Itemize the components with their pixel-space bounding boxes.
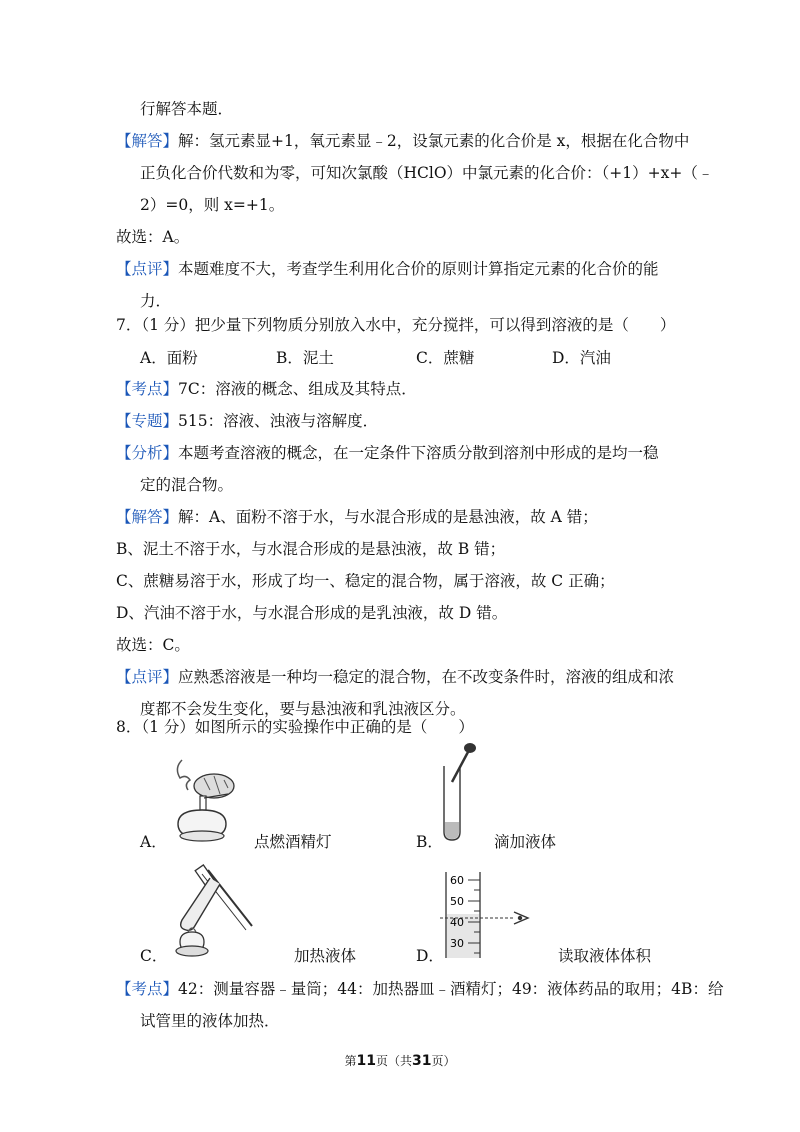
text-line: 故选：C。 bbox=[116, 636, 190, 654]
q8-option-b-caption: 滴加液体 bbox=[494, 833, 557, 851]
text-line: B、泥土不溶于水，与水混合形成的是悬浊液，故 B 错； bbox=[116, 540, 506, 558]
heating-test-tube-image bbox=[168, 860, 258, 964]
text-line: 定的混合物。 bbox=[140, 476, 234, 494]
answer-tag: 【解答】 bbox=[116, 132, 179, 150]
cylinder-tick-30: 30 bbox=[450, 937, 464, 950]
cylinder-tick-50: 50 bbox=[450, 895, 464, 908]
answer-line: 【解答】解：A、面粉不溶于水，与水混合形成的是悬浊液，故 A 错； bbox=[116, 508, 598, 526]
fenxi-line: 【分析】本题考查溶液的概念，在一定条件下溶质分散到溶剂中形成的是均一稳 bbox=[116, 444, 659, 462]
text-line: 2）=0，则 x=+1。 bbox=[140, 196, 285, 214]
q8-option-c-caption: 加热液体 bbox=[294, 947, 357, 965]
text-line: 行解答本题． bbox=[140, 100, 234, 118]
q8-option-d-caption: 读取液体体积 bbox=[558, 947, 652, 965]
text-line: C、蔗糖易溶于水，形成了均一、稳定的混合物，属于溶液，故 C 正确； bbox=[116, 572, 615, 590]
text-line: 故选：A。 bbox=[116, 228, 190, 246]
question-8: 8．（1 分）如图所示的实验操作中正确的是（ ） bbox=[116, 718, 474, 736]
text-line: D、汽油不溶于水，与水混合形成的是乳浊液，故 D 错。 bbox=[116, 604, 508, 622]
q7-option-c: C．蔗糖 bbox=[416, 349, 475, 367]
comment-line: 【点评】本题难度不大，考查学生利用化合价的原则计算指定元素的化合价的能 bbox=[116, 260, 659, 278]
text-line: 正负化合价代数和为零，可知次氯酸（HClO）中氯元素的化合价：（+1）+x+（﹣ bbox=[140, 164, 714, 182]
graduated-cylinder-image bbox=[440, 868, 540, 964]
comment-tag: 【点评】 bbox=[116, 260, 179, 278]
cylinder-tick-60: 60 bbox=[450, 874, 464, 887]
dropper-test-tube-image bbox=[432, 740, 484, 844]
text-line: 试管里的液体加热． bbox=[140, 1012, 280, 1030]
comment-tag: 【点评】 bbox=[116, 668, 179, 686]
cylinder-tick-40: 40 bbox=[450, 916, 464, 929]
q7-option-d: D．汽油 bbox=[552, 349, 611, 367]
fenxi-tag: 【分析】 bbox=[116, 444, 179, 462]
current-page: 11 bbox=[356, 1053, 376, 1069]
kaodian-tag: 【考点】 bbox=[116, 380, 179, 398]
total-pages: 31 bbox=[412, 1053, 432, 1069]
zhuanti-tag: 【专题】 bbox=[116, 412, 179, 430]
q7-option-b: B．泥土 bbox=[276, 349, 334, 367]
answer-line: 【解答】解：氢元素显+1，氧元素显﹣2，设氯元素的化合价是 x，根据在化合物中 bbox=[116, 132, 690, 150]
q7-option-a: A．面粉 bbox=[140, 349, 198, 367]
text-line: 度都不会发生变化，要与悬浊液和乳浊液区分。 bbox=[140, 700, 466, 718]
q8-option-a-letter: A． bbox=[140, 833, 167, 851]
kaodian-line: 【考点】42：测量容器﹣量筒；44：加热器皿﹣酒精灯；49：液体药品的取用；4B：给 bbox=[116, 980, 724, 998]
alcohol-lamp-lighting-image bbox=[168, 754, 248, 850]
kaodian-line: 【考点】7C：溶液的概念、组成及其特点． bbox=[116, 380, 417, 398]
q8-option-a-caption: 点燃酒精灯 bbox=[254, 833, 332, 851]
q8-option-d-letter: D． bbox=[416, 947, 444, 965]
q8-option-c-letter: C． bbox=[140, 947, 168, 965]
answer-tag: 【解答】 bbox=[116, 508, 179, 526]
zhuanti-line: 【专题】515：溶液、浊液与溶解度． bbox=[116, 412, 379, 430]
kaodian-tag: 【考点】 bbox=[116, 980, 179, 998]
question-7: 7．（1 分）把少量下列物质分别放入水中，充分搅拌，可以得到溶液的是（ ） bbox=[116, 316, 676, 334]
comment-line: 【点评】应熟悉溶液是一种均一稳定的混合物，在不改变条件时，溶液的组成和浓 bbox=[116, 668, 675, 686]
q8-option-b-letter: B． bbox=[416, 833, 443, 851]
page-footer: 第11页（共31页） bbox=[344, 1053, 456, 1069]
text-line: 力． bbox=[140, 292, 172, 310]
